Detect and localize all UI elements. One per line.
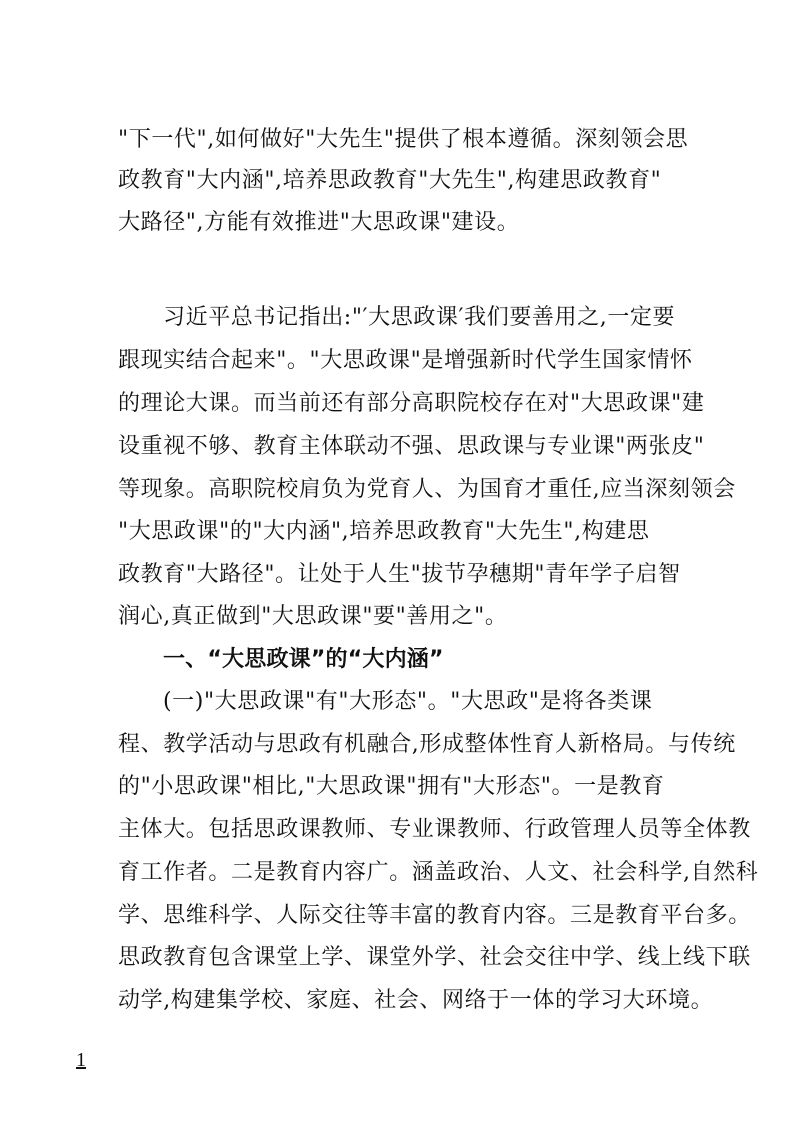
paragraph-line: 程、教学活动与思政有机融合,形成整体性育人新格局。与传统 bbox=[118, 732, 736, 757]
paragraph-line: 政教育"大内涵",培养思政教育"大先生",构建思政教育" bbox=[118, 168, 662, 193]
paragraph-line: 政教育"大路径"。让处于人生"拔节孕穗期"青年学子启智 bbox=[118, 562, 681, 587]
paragraph-line: 主体大。包括思政课教师、专业课教师、行政管理人员等全体教 bbox=[118, 817, 751, 842]
paragraph-line: 思政教育包含课堂上学、课堂外学、社会交往中学、线上线下联 bbox=[118, 945, 751, 970]
paragraph-line: 动学,构建集学校、家庭、社会、网络于一体的学习大环境。 bbox=[118, 988, 714, 1013]
paragraph-line: 跟现实结合起来"。"大思政课"是增强新时代学生国家情怀 bbox=[118, 348, 693, 373]
paragraph-line: 育工作者。二是教育内容广。涵盖政治、人文、社会科学,自然科 bbox=[118, 860, 759, 885]
paragraph-line: 的理论大课。而当前还有部分高职院校存在对"大思政课"建 bbox=[118, 391, 705, 416]
paragraph-line: (一)"大思政课"有"大形态"。"大思政"是将各类课 bbox=[163, 689, 653, 714]
paragraph-line: 润心,真正做到"大思政课"要"善用之"。 bbox=[118, 604, 508, 629]
section-heading: 一、“大思政课”的“大内涵” bbox=[163, 647, 444, 672]
paragraph-line: 学、思维科学、人际交往等丰富的教育内容。三是教育平台多。 bbox=[118, 903, 751, 928]
paragraph-line: 大路径",方能有效推进"大思政课"建设。 bbox=[118, 210, 520, 235]
paragraph-line: 的"小思政课"相比,"大思政课"拥有"大形态"。一是教育 bbox=[118, 774, 665, 799]
paragraph-line: 设重视不够、教育主体联动不强、思政课与专业课"两张皮" bbox=[118, 434, 705, 459]
paragraph-line: "下一代",如何做好"大先生"提供了根本遵循。深刻领会思 bbox=[118, 127, 689, 152]
paragraph-line: 习近平总书记指出:"′大思政课′我们要善用之,一定要 bbox=[163, 305, 676, 330]
page-number: 1 bbox=[76, 1049, 86, 1071]
paragraph-line: 等现象。高职院校肩负为党育人、为国育才重任,应当深刻领会 bbox=[118, 477, 736, 502]
paragraph-line: "大思政课"的"大内涵",培养思政教育"大先生",构建思 bbox=[118, 519, 650, 544]
